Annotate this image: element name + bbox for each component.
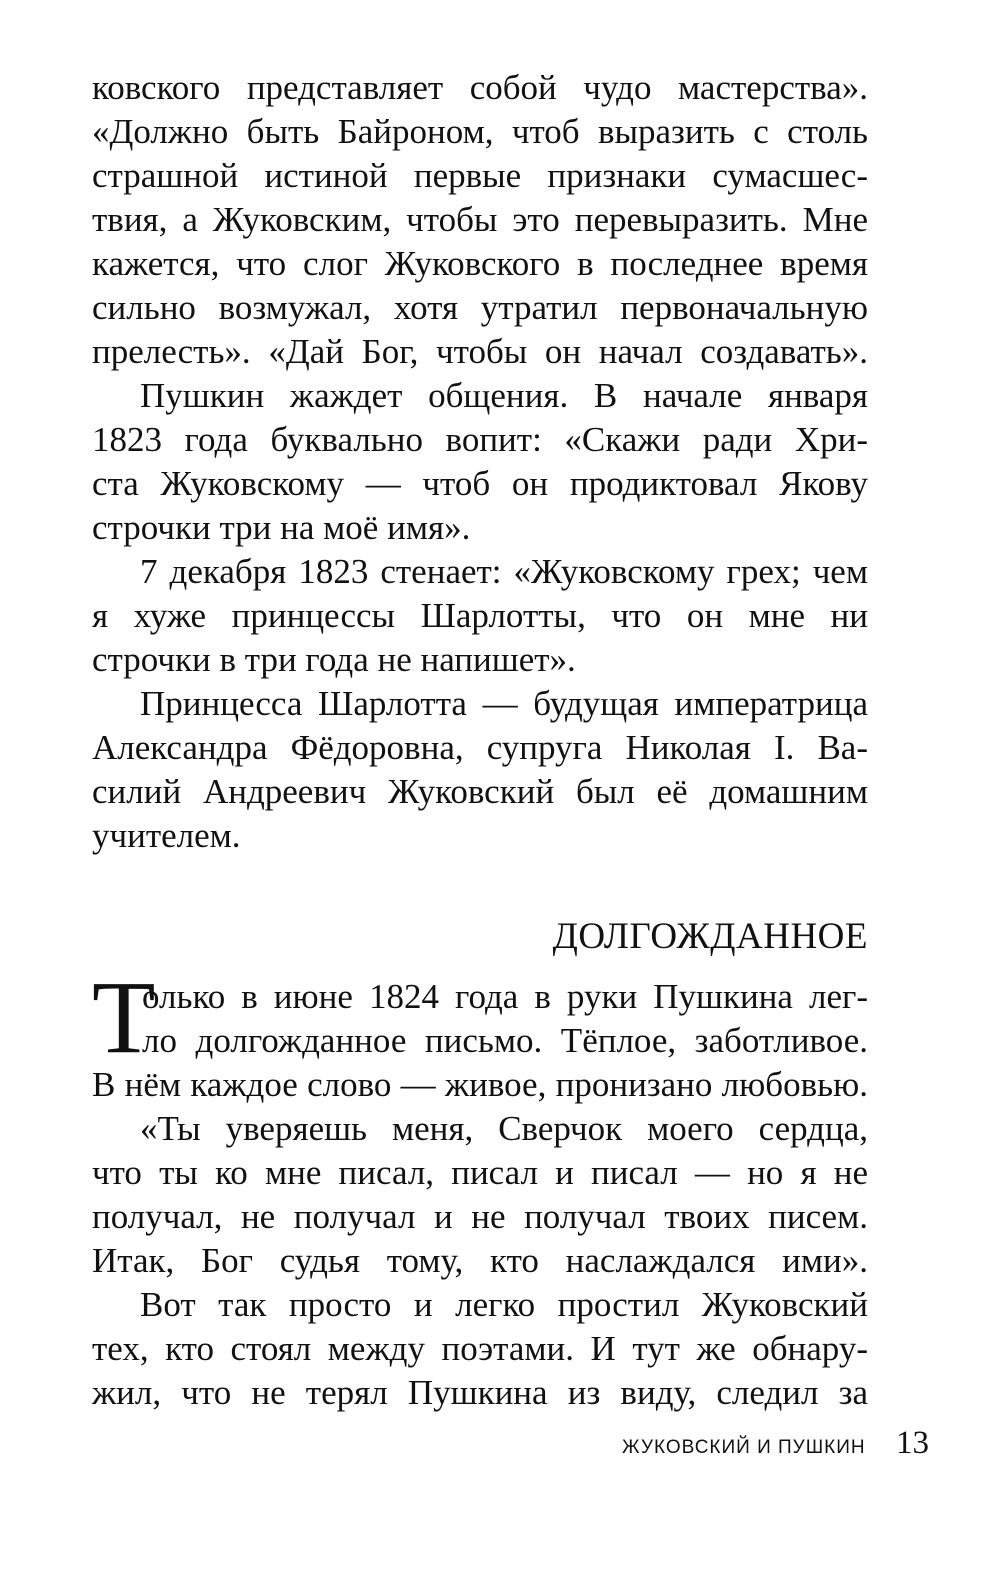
book-page (92, 66, 868, 1415)
text-line: 1823 года буквально вопит: «Скажи ради Хри- (92, 420, 868, 459)
text-line: учителем. (92, 816, 241, 855)
text-line: Пушкин жаждет общения. В начале января (140, 376, 868, 415)
paragraph (92, 1283, 868, 1415)
text-line: строчки в три года не напишет». (92, 640, 576, 679)
text-line: «Должно быть Байроном, чтоб выразить с столь (92, 112, 868, 151)
drop-cap-letter: Т (92, 960, 156, 1075)
text-after-heading (92, 960, 868, 1415)
text-line: 7 декабря 1823 стенает: «Жуковскому грех; чем (140, 552, 868, 591)
text-line: что ты ко мне писал, писал и писал — но я не (92, 1153, 868, 1192)
text-line: В нём каждое слово — живое, пронизано любовью. (92, 1065, 868, 1104)
text-line: кажется, что слог Жуковского в последнее время (92, 244, 868, 283)
text-line: Александра Фёдоровна, супруга Николая I. Ва- (92, 728, 868, 767)
paragraph (92, 66, 868, 374)
text-line: «Ты уверяешь меня, Сверчок моего сердца, (140, 1109, 868, 1148)
text-line: жил, что не терял Пушкина из виду, следил за (92, 1373, 868, 1412)
paragraph (92, 550, 868, 682)
text-line: страшной истиной первые признаки сумасшес- (92, 156, 868, 195)
drop-cap-paragraph (92, 960, 868, 1107)
paragraph (92, 374, 868, 550)
text-line: строчки три на моё имя». (92, 508, 471, 547)
text-line: получал, не получал и не получал твоих писем. (92, 1197, 868, 1236)
page-number: 13 (896, 1425, 929, 1461)
text-line: ковского представляет собой чудо мастерства». (92, 68, 868, 107)
text-line: Вот так просто и легко простил Жуковский (140, 1285, 868, 1324)
text-line: ло долгожданное письмо. Тёплое, заботливое. (142, 1021, 868, 1060)
text-line: я хуже принцессы Шарлотты, что он мне ни (92, 596, 868, 635)
running-title: ЖУКОВСКИЙ И ПУШКИН (622, 1437, 866, 1458)
text-line: сильно возмужал, хотя утратил первоначальную (92, 288, 868, 327)
text-line: твия, а Жуковским, чтобы это перевыразить. Мне (92, 200, 868, 239)
text-line: олько в июне 1824 года в руки Пушкина лег- (142, 977, 868, 1016)
text-line: прелесть». «Дай Бог, чтобы он начал создавать». (92, 332, 868, 371)
text-before-heading (92, 66, 868, 858)
text-line: Принцесса Шарлотта — будущая императрица (140, 684, 868, 723)
text-line: ста Жуковскому — чтоб он продиктовал Якову (92, 464, 868, 503)
paragraph (92, 682, 868, 858)
paragraph (92, 1107, 868, 1283)
text-line: силий Андреевич Жуковский был её домашним (92, 772, 868, 811)
text-line: Итак, Бог судья тому, кто наслаждался ими». (92, 1241, 868, 1280)
text-line: тех, кто стоял между поэтами. И тут же обнару- (92, 1329, 868, 1368)
section-heading: ДОЛГОЖДАННОЕ (552, 916, 868, 957)
